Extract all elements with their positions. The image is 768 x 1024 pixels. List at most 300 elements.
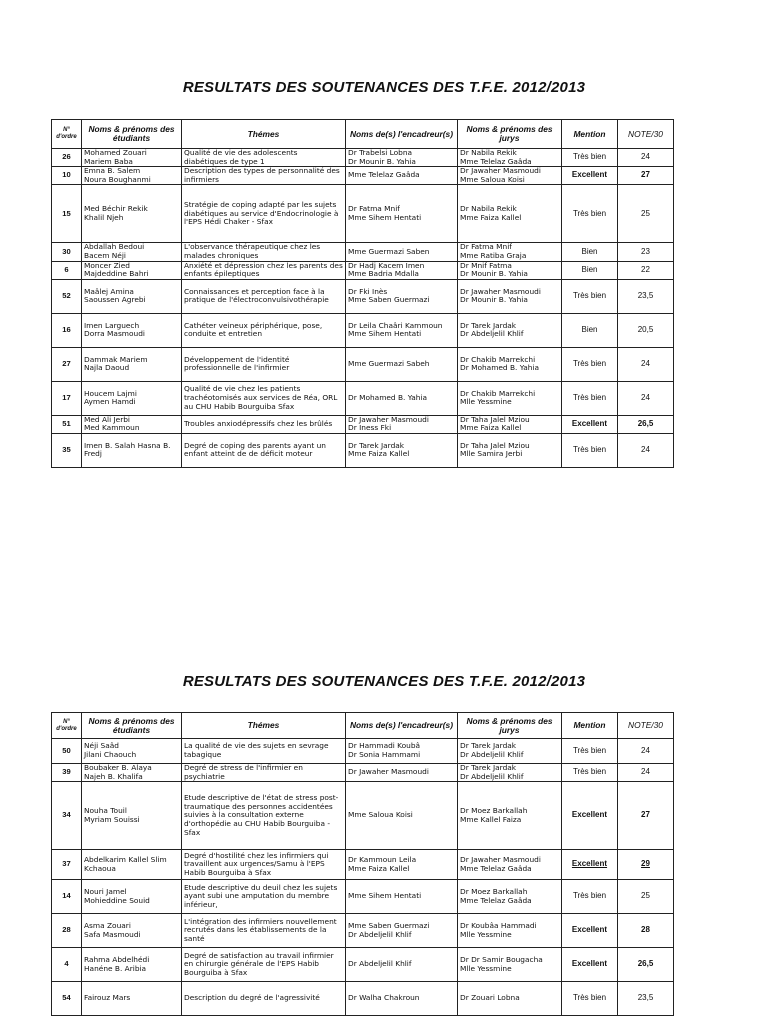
mention-cell: [562, 313, 618, 347]
theme-text: Développement de l'identité professionnelle de l'infirmier: [184, 354, 290, 373]
supervisors-text: Dr Jawaher Masmoudi Dr Iness Fki: [348, 415, 429, 433]
supervisors-text: Dr Kammoun Leila Mme Faiza Kallel: [348, 855, 417, 873]
theme-cell: [182, 782, 346, 850]
students-text: Moncer Zied Majdeddine Bahri: [84, 261, 149, 279]
students-text: Mohamed Zouari Mariem Baba: [84, 148, 147, 166]
note-cell: [618, 261, 674, 279]
jury-text: Dr Moez Barkallah Mme Telelaz Gaâda: [460, 887, 532, 905]
supervisors-cell: [346, 914, 458, 948]
students-cell: [82, 313, 182, 347]
theme-cell: [182, 433, 346, 467]
note-text: 24: [641, 767, 650, 777]
supervisors-text: Dr Fki Inès Mme Saben Guermazi: [348, 286, 430, 305]
jury-text: Dr Fatma Mnif Mme Ratiba Graja: [460, 242, 527, 260]
header-row: [52, 713, 674, 739]
jury-text: Dr Tarek Jardak Dr Abdeljelil Khlif: [460, 763, 524, 781]
mention-text: Excellent: [571, 419, 608, 429]
students-cell: [82, 167, 182, 185]
col-num-header: N° d'ordre: [52, 713, 82, 739]
theme-text: Degré de stress de l'infirmier en psychiatrie: [184, 763, 303, 781]
jury-cell: [458, 850, 562, 880]
note-cell: [618, 167, 674, 185]
jury-cell: [458, 243, 562, 261]
students-text: Boubaker B. Alaya Najeh B. Khalifa: [84, 763, 152, 781]
mention-text: Très bien: [572, 767, 607, 777]
jury-text: Dr Nabila Rekik Mme Faiza Kallel: [460, 204, 522, 222]
table2-title: RESULTATS DES SOUTENANCES DES T.F.E. 2012/2013: [182, 673, 586, 690]
theme-cell: [182, 243, 346, 261]
mention-cell: [562, 880, 618, 914]
table-row: [52, 261, 674, 279]
mention-cell: [562, 948, 618, 982]
students-text: Imen Larguech Dorra Masmoudi: [84, 320, 145, 339]
note-cell: [618, 433, 674, 467]
mention-cell: [562, 764, 618, 782]
note-cell: [618, 982, 674, 1016]
order-number-cell: [52, 167, 82, 185]
theme-cell: [182, 764, 346, 782]
note-cell: [618, 185, 674, 243]
supervisors-cell: [346, 261, 458, 279]
theme-text: Qualité de vie chez les patients trachéotomisés aux services de Réa, ORL au CHU Habib Bourguiba Sfax: [184, 384, 338, 411]
supervisors-text: Dr Mohamed B. Yahia: [348, 392, 428, 402]
order-number-cell: [52, 948, 82, 982]
col-mention-header: Mention: [562, 713, 618, 739]
jury-text: Dr Tarek Jardak Dr Abdeljelil Khlif: [460, 320, 524, 339]
students-text: Houcem Lajmi Aymen Hamdi: [84, 388, 137, 407]
students-cell: [82, 782, 182, 850]
theme-text: Degré de satisfaction au travail infirmier en chirurgie générale de l'EPS Habib Bourguiba à Sfax: [184, 950, 334, 977]
jury-cell: [458, 982, 562, 1016]
jury-cell: [458, 948, 562, 982]
note-text: 26,5: [637, 419, 654, 429]
supervisors-text: Dr Jawaher Masmoudi: [348, 767, 429, 777]
students-text: Emna B. Salem Noura Boughanmi: [84, 166, 151, 184]
mention-cell: [562, 381, 618, 415]
theme-cell: [182, 880, 346, 914]
note-text: 23: [641, 246, 650, 256]
note-cell: [618, 243, 674, 261]
supervisors-text: Mme Saloua Koisi: [348, 810, 413, 820]
note-cell: [618, 764, 674, 782]
col-note-header: NOTE/30: [618, 120, 674, 149]
mention-cell: [562, 982, 618, 1016]
jury-cell: [458, 381, 562, 415]
students-cell: [82, 261, 182, 279]
order-number-cell: [52, 279, 82, 313]
jury-cell: [458, 261, 562, 279]
note-cell: [618, 880, 674, 914]
students-text: Imen B. Salah Hasna B. Fredj: [84, 440, 171, 459]
theme-cell: [182, 948, 346, 982]
order-number-cell: [52, 850, 82, 880]
students-text: Med Ali Jerbi Med Kammoun: [84, 415, 140, 433]
order-number-text: 37: [62, 859, 71, 869]
mention-text: Très bien: [572, 208, 607, 218]
table-row: [52, 739, 674, 764]
mention-text: Très bien: [572, 993, 607, 1003]
jury-text: Dr Taha Jalel Mziou Mlle Samira Jerbi: [460, 440, 530, 459]
table-row: [52, 149, 674, 167]
mention-text: Excellent: [571, 959, 608, 969]
mention-text: Très bien: [572, 891, 607, 901]
order-number-cell: [52, 313, 82, 347]
header-row: [52, 120, 674, 149]
jury-cell: [458, 415, 562, 433]
theme-text: Description du degré de l'agressivité: [184, 993, 320, 1003]
note-text: 25: [641, 891, 650, 901]
theme-cell: [182, 914, 346, 948]
table-row: [52, 347, 674, 381]
results-table-1: [51, 119, 674, 468]
order-number-cell: [52, 914, 82, 948]
note-text: 20,5: [637, 324, 654, 334]
students-cell: [82, 415, 182, 433]
order-number-text: 16: [62, 324, 71, 334]
order-number-text: 15: [62, 208, 71, 218]
supervisors-text: Dr Hammadi Koubâ Dr Sonia Hammami: [348, 741, 421, 759]
mention-text: Très bien: [572, 392, 607, 402]
jury-cell: [458, 764, 562, 782]
mention-text: Très bien: [572, 358, 607, 368]
note-cell: [618, 782, 674, 850]
supervisors-text: Mme Guermazi Sabeh: [348, 358, 430, 368]
mention-cell: [562, 279, 618, 313]
note-cell: [618, 415, 674, 433]
order-number-cell: [52, 415, 82, 433]
order-number-cell: [52, 381, 82, 415]
note-text: 24: [641, 745, 650, 755]
theme-text: Anxiété et dépression chez les parents des enfants épileptiques: [184, 261, 343, 279]
students-text: Abdelkarim Kallel Slim Kchaoua: [84, 855, 167, 873]
theme-text: Troubles anxiodépressifs chez les brûlés: [184, 419, 333, 429]
theme-cell: [182, 279, 346, 313]
note-text: 26,5: [637, 959, 654, 969]
mention-cell: [562, 167, 618, 185]
jury-text: Dr Dr Samir Bougacha Mlle Yessmine: [460, 955, 543, 973]
supervisors-cell: [346, 982, 458, 1016]
jury-cell: [458, 739, 562, 764]
table-row: [52, 764, 674, 782]
col-supervisors-header: Noms de(s) l'encadreur(s): [346, 713, 458, 739]
note-text: 29: [641, 859, 650, 869]
order-number-text: 10: [62, 170, 71, 180]
order-number-text: 52: [62, 290, 71, 300]
mention-text: Très bien: [572, 445, 607, 455]
table-row: [52, 914, 674, 948]
students-cell: [82, 850, 182, 880]
note-cell: [618, 948, 674, 982]
supervisors-text: Mme Guermazi Saben: [348, 246, 430, 256]
mention-cell: [562, 347, 618, 381]
order-number-cell: [52, 764, 82, 782]
theme-text: Etude descriptive du deuil chez les sujets ayant subi une amputation du membre inférieur,: [184, 882, 338, 909]
col-note-header: NOTE/30: [618, 713, 674, 739]
supervisors-text: Dr Abdeljelil Khlif: [348, 959, 412, 969]
order-number-text: 17: [62, 392, 71, 402]
students-text: Abdallah Bedoui Bacem Néji: [84, 242, 145, 260]
order-number-cell: [52, 782, 82, 850]
jury-text: Dr Tarek Jardak Dr Abdeljelil Khlif: [460, 741, 524, 759]
students-cell: [82, 948, 182, 982]
jury-text: Dr Jawaher Masmoudi Mme Telelaz Gaâda: [460, 855, 541, 873]
students-cell: [82, 739, 182, 764]
supervisors-text: Dr Leila Chaâri Kammoun Mme Sihem Hentati: [348, 320, 443, 339]
supervisors-text: Dr Tarek Jardak Mme Faiza Kallel: [348, 440, 410, 459]
students-text: Maâlej Amina Saoussen Agrebi: [84, 286, 146, 305]
supervisors-text: Dr Fatma Mnif Mme Sihem Hentati: [348, 204, 422, 222]
table-row: [52, 982, 674, 1016]
order-number-cell: [52, 185, 82, 243]
theme-cell: [182, 850, 346, 880]
table-row: [52, 167, 674, 185]
students-cell: [82, 433, 182, 467]
students-cell: [82, 381, 182, 415]
order-number-cell: [52, 982, 82, 1016]
theme-cell: [182, 982, 346, 1016]
jury-cell: [458, 149, 562, 167]
jury-text: Dr Taha Jalel Mziou Mme Faiza Kallel: [460, 415, 530, 433]
supervisors-text: Dr Hadj Kacem Imen Mme Badria Mdalla: [348, 261, 425, 279]
order-number-text: 6: [64, 264, 69, 274]
theme-text: Connaissances et perception face à la pratique de l'électroconvulsivothérapie: [184, 286, 329, 305]
mention-cell: [562, 415, 618, 433]
note-cell: [618, 381, 674, 415]
jury-cell: [458, 279, 562, 313]
table-row: [52, 279, 674, 313]
supervisors-cell: [346, 381, 458, 415]
students-text: Rahma Abdelhédi Hanéne B. Aribia: [84, 955, 150, 973]
table-row: [52, 185, 674, 243]
note-cell: [618, 279, 674, 313]
mention-text: Bien: [581, 264, 598, 274]
supervisors-cell: [346, 167, 458, 185]
supervisors-cell: [346, 415, 458, 433]
theme-cell: [182, 381, 346, 415]
jury-cell: [458, 782, 562, 850]
mention-cell: [562, 149, 618, 167]
jury-cell: [458, 167, 562, 185]
col-themes-header: Thémes: [182, 120, 346, 149]
note-text: 27: [641, 170, 650, 180]
jury-cell: [458, 433, 562, 467]
order-number-cell: [52, 347, 82, 381]
col-supervisors-header: Noms de(s) l'encadreur(s): [346, 120, 458, 149]
table-row: [52, 381, 674, 415]
mention-text: Très bien: [572, 152, 607, 162]
mention-cell: [562, 185, 618, 243]
order-number-text: 39: [62, 767, 71, 777]
theme-text: L'intégration des infirmiers nouvellement recrutés dans les établissements de la santé: [184, 916, 337, 943]
note-text: 23,5: [637, 993, 654, 1003]
col-themes-header: Thémes: [182, 713, 346, 739]
order-number-cell: [52, 739, 82, 764]
col-students-header: Noms & prénoms des étudiants: [82, 713, 182, 739]
jury-text: Dr Jawaher Masmoudi Mme Saloua Koisi: [460, 166, 541, 184]
jury-text: Dr Nabila Rekik Mme Telelaz Gaâda: [460, 148, 532, 166]
theme-cell: [182, 149, 346, 167]
order-number-cell: [52, 243, 82, 261]
mention-cell: [562, 261, 618, 279]
mention-text: Excellent: [571, 859, 608, 869]
order-number-text: 27: [62, 358, 71, 368]
students-text: Fairouz Mars: [84, 993, 131, 1003]
students-text: Dammak Mariem Najla Daoud: [84, 354, 148, 373]
order-number-text: 26: [62, 152, 71, 162]
theme-cell: [182, 313, 346, 347]
jury-text: Dr Zouari Lobna: [460, 993, 520, 1003]
supervisors-cell: [346, 347, 458, 381]
theme-cell: [182, 185, 346, 243]
theme-cell: [182, 415, 346, 433]
note-cell: [618, 313, 674, 347]
table-row: [52, 415, 674, 433]
order-number-text: 30: [62, 246, 71, 256]
supervisors-text: Mme Telelaz Gaâda: [348, 170, 420, 180]
theme-text: Description des types de personnalité des infirmiers: [184, 166, 340, 184]
table-row: [52, 243, 674, 261]
theme-text: Degré de coping des parents ayant un enfant atteint de de déficit moteur: [184, 440, 326, 459]
students-cell: [82, 185, 182, 243]
jury-cell: [458, 880, 562, 914]
jury-text: Dr Chakib Marrekchi Mlle Yessmine: [460, 388, 536, 407]
mention-text: Bien: [581, 324, 598, 334]
theme-text: Degré d'hostilité chez les infirmiers qui travaillent aux urgences/Samu à l'EPS Habib Bourguiba à Sfax: [184, 850, 329, 877]
supervisors-text: Mme Sihem Hentati: [348, 891, 422, 901]
students-cell: [82, 982, 182, 1016]
table-row: [52, 850, 674, 880]
note-cell: [618, 914, 674, 948]
theme-text: Cathéter veineux périphérique, pose, conduite et entretien: [184, 320, 323, 339]
mention-text: Très bien: [572, 290, 607, 300]
theme-text: Qualité de vie des adolescents diabétiques de type 1: [184, 148, 298, 166]
table-row: [52, 782, 674, 850]
students-cell: [82, 243, 182, 261]
supervisors-text: Dr Walha Chakroun: [348, 993, 420, 1003]
order-number-cell: [52, 261, 82, 279]
mention-cell: [562, 914, 618, 948]
students-cell: [82, 279, 182, 313]
mention-text: Bien: [581, 246, 598, 256]
supervisors-cell: [346, 243, 458, 261]
note-text: 24: [641, 152, 650, 162]
mention-text: Très bien: [572, 745, 607, 755]
theme-text: Etude descriptive de l'état de stress post-traumatique des personnes accidentées suivies à la consultation externe d'orthopédie au CHU Habib Bourguiba - Sfax: [184, 793, 339, 837]
theme-cell: [182, 347, 346, 381]
mention-cell: [562, 433, 618, 467]
supervisors-cell: [346, 185, 458, 243]
students-cell: [82, 914, 182, 948]
col-mention-header: Mention: [562, 120, 618, 149]
table-row: [52, 880, 674, 914]
order-number-text: 4: [64, 959, 69, 969]
theme-cell: [182, 167, 346, 185]
note-cell: [618, 739, 674, 764]
note-text: 28: [641, 925, 650, 935]
supervisors-cell: [346, 433, 458, 467]
note-cell: [618, 347, 674, 381]
supervisors-cell: [346, 149, 458, 167]
order-number-text: 54: [62, 993, 71, 1003]
table-row: [52, 313, 674, 347]
jury-text: Dr Chakib Marrekchi Dr Mohamed B. Yahia: [460, 354, 540, 373]
table-row: [52, 433, 674, 467]
mention-text: Excellent: [571, 925, 608, 935]
mention-cell: [562, 243, 618, 261]
supervisors-cell: [346, 279, 458, 313]
order-number-text: 51: [62, 419, 71, 429]
supervisors-cell: [346, 764, 458, 782]
supervisors-text: Dr Trabelsi Lobna Dr Mounir B. Yahia: [348, 148, 416, 166]
students-text: Asma Zouari Safa Masmoudi: [84, 921, 141, 939]
note-text: 27: [641, 810, 650, 820]
jury-cell: [458, 185, 562, 243]
note-text: 24: [641, 445, 650, 455]
theme-cell: [182, 739, 346, 764]
theme-text: L'observance thérapeutique chez les malades chroniques: [184, 242, 321, 260]
students-text: Med Béchir Rekik Khalil Njeh: [84, 204, 148, 222]
note-text: 24: [641, 358, 650, 368]
order-number-cell: [52, 433, 82, 467]
note-text: 22: [641, 264, 650, 274]
col-students-header: Noms & prénoms des étudiants: [82, 120, 182, 149]
supervisors-cell: [346, 850, 458, 880]
jury-text: Dr Moez Barkallah Mme Kallel Faiza: [460, 806, 528, 824]
mention-text: Excellent: [571, 810, 608, 820]
mention-cell: [562, 850, 618, 880]
results-table-2: [51, 712, 674, 1016]
theme-cell: [182, 261, 346, 279]
students-cell: [82, 764, 182, 782]
supervisors-cell: [346, 948, 458, 982]
jury-cell: [458, 313, 562, 347]
table1-title: RESULTATS DES SOUTENANCES DES T.F.E. 2012/2013: [182, 79, 586, 96]
note-text: 23,5: [637, 290, 654, 300]
mention-text: Excellent: [571, 170, 608, 180]
jury-text: Dr Jawaher Masmoudi Dr Mounir B. Yahia: [460, 286, 541, 305]
students-text: Nouha Touil Myriam Souissi: [84, 806, 140, 824]
students-text: Nouri Jamel Mohieddine Souid: [84, 887, 150, 905]
order-number-text: 14: [62, 891, 71, 901]
order-number-text: 50: [62, 745, 71, 755]
supervisors-cell: [346, 313, 458, 347]
table-row: [52, 948, 674, 982]
mention-cell: [562, 782, 618, 850]
order-number-cell: [52, 880, 82, 914]
students-cell: [82, 880, 182, 914]
col-jury-header: Noms & prénoms des jurys: [458, 713, 562, 739]
jury-cell: [458, 347, 562, 381]
col-jury-header: Noms & prénoms des jurys: [458, 120, 562, 149]
note-cell: [618, 149, 674, 167]
note-text: 24: [641, 392, 650, 402]
supervisors-cell: [346, 782, 458, 850]
supervisors-text: Mme Saben Guermazi Dr Abdeljelil Khlif: [348, 921, 430, 939]
mention-cell: [562, 739, 618, 764]
students-cell: [82, 149, 182, 167]
supervisors-cell: [346, 739, 458, 764]
jury-cell: [458, 914, 562, 948]
order-number-text: 35: [62, 445, 71, 455]
theme-text: Stratégie de coping adapté par les sujets diabétiques au service d'Endocrinologie à l'EPS Hédi Chaker - Sfax: [184, 199, 339, 227]
jury-text: Dr Mnif Fatma Dr Mounir B. Yahia: [460, 261, 528, 279]
note-text: 25: [641, 208, 650, 218]
note-cell: [618, 850, 674, 880]
order-number-text: 28: [62, 925, 71, 935]
students-cell: [82, 347, 182, 381]
jury-text: Dr Koubâa Hammadi Mlle Yessmine: [460, 921, 537, 939]
theme-text: La qualité de vie des sujets en sevrage tabagique: [184, 741, 329, 759]
